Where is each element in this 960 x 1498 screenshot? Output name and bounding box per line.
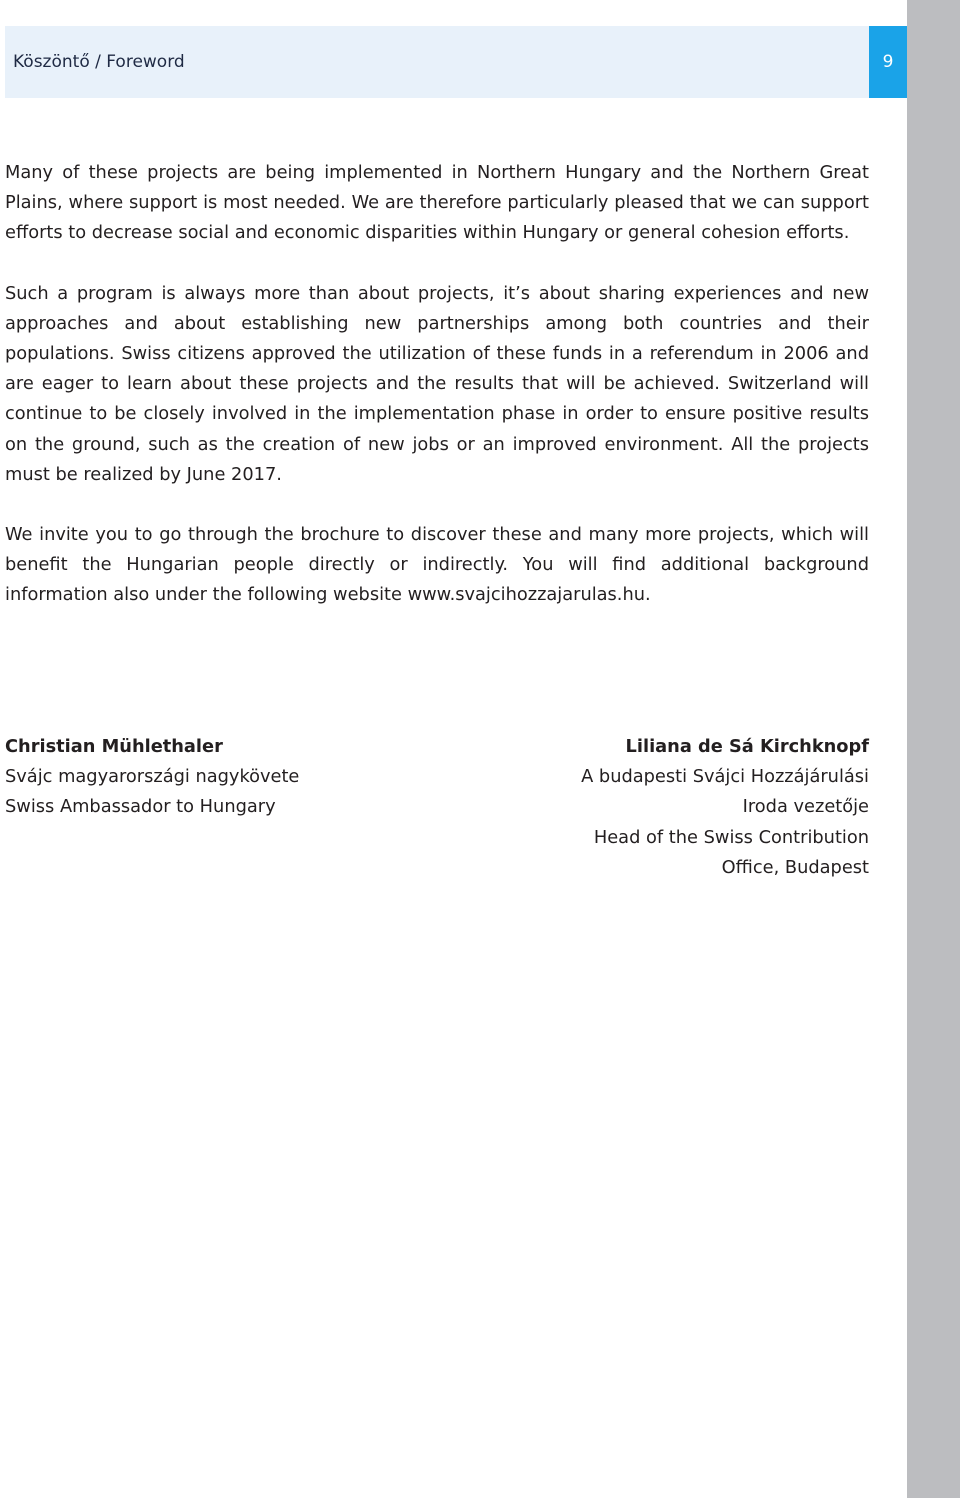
signatory-name: Christian Mühlethaler: [5, 736, 223, 757]
signature-right: [581, 732, 869, 883]
signatory-title-line: Head of the Swiss Contribution: [593, 826, 869, 848]
side-strip: [907, 0, 960, 1498]
signatory-title-line: Office, Budapest: [721, 856, 869, 878]
signatory-name: Liliana de Sá Kirchknopf: [625, 736, 869, 757]
paragraph-3: We invite you to go through the brochure to discover these and many more projects, which will benefit the Hungarian people directly or indirectly. You will find additional background information also under the following website www.svajcihozzajarulas.hu.: [5, 524, 869, 606]
signatory-title-line: Svájc magyarországi nagykövete: [5, 766, 300, 788]
signatory-title-line: Iroda vezetője: [742, 796, 869, 818]
paragraph-2: Such a program is always more than about projects, it’s about sharing experiences and new approaches and about establishing new partnerships among both countries and their populations. Swiss citizens approved the utilization of these funds in a referendum in 2006 and are eager to learn about these projects and the results that will be achieved. Switzerland will continue to be closely involved in the implementation phase in order to ensure positive results on the ground, such as the creation of new jobs or an improved environment. All the projects must be realized by June 2017.: [5, 282, 869, 485]
paragraph-1: Many of these projects are being implemented in Northern Hungary and the Northern Great Plains, where support is most needed. We are therefore particularly pleased that we can support efforts to decrease social and economic disparities within Hungary or general cohesion efforts.: [5, 162, 869, 244]
signature-left: [5, 732, 299, 823]
page-number: 9: [869, 26, 907, 98]
signatory-title-line: Swiss Ambassador to Hungary: [5, 796, 276, 818]
signatory-title-line: A budapesti Svájci Hozzájárulási: [581, 766, 869, 788]
body-text: [5, 158, 869, 641]
page-header: [5, 26, 869, 98]
section-title: Köszöntő / Foreword: [13, 52, 185, 72]
